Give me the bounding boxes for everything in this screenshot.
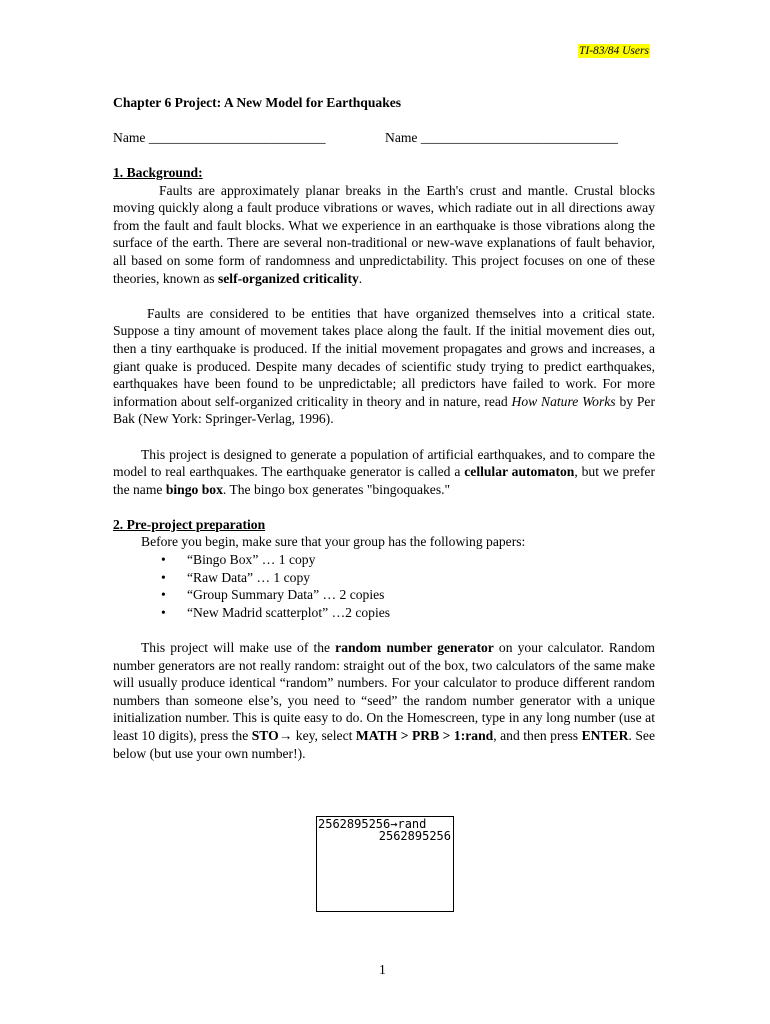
page-number: 1 <box>379 962 386 977</box>
book-title: How Nature Works <box>511 393 616 409</box>
list-item: • “Bingo Box” … 1 copy <box>161 551 655 569</box>
calculator-screen <box>316 816 454 912</box>
calculator-line-2: 2562895256 <box>378 829 451 843</box>
paragraph-random-generator <box>113 639 655 762</box>
text: This project is designed to generate a population of artificial earthquakes, and to compare the model to real earthquakes. The earthquake generator is called a <box>113 446 655 480</box>
list-item: • “New Madrid scatterplot” …2 copies <box>161 604 655 622</box>
name-fields <box>113 129 673 147</box>
ti-users-tag: TI-83/84 Users <box>579 45 649 57</box>
page-title: Chapter 6 Project: A New Model for Earthquakes <box>113 95 402 110</box>
text: . The bingo box generates "bingoquakes." <box>222 481 451 497</box>
text: . See below (but use your own number!). <box>113 728 655 761</box>
bold-term: cellular automaton <box>464 464 575 480</box>
bold-term: random number generator <box>335 640 494 656</box>
preparation-intro: Before you begin, make sure that your group has the following papers: <box>141 534 526 550</box>
calculator-line-1: 2562895256→rand <box>318 817 427 831</box>
text: , but we prefer the name <box>113 464 655 497</box>
text: Faults are considered to be entities that have organized themselves into a critical state. Suppose a tiny amount of movement takes place along the fault. If the initial movement dies out, then a tiny earthquake is produced. If the initial movement propagates and grows and increases, a giant quake is produced. Despite many decades of scientific study trying to predict earthquakes, earthquakes have been found to be unpredictable; all predictors have failed to work. For more information about self-organized criticality in theory and in nature, read <box>113 305 655 409</box>
name-field-1: Name __________________________ <box>113 130 326 145</box>
text: , and then press <box>493 728 582 743</box>
list-item: • “Raw Data” … 1 copy <box>161 569 655 587</box>
text: on your calculator. Random number generators are not really random: straight out of the box, two calculators of the same make will usually produce identical “random” numbers. For your calculator to produce different random numbers than someone else’s, you need to “seed” the random number generator with a unique initialization number. This is quite easy to do. On the Homescreen, type in any long number (use at least 10 digits), press the <box>113 640 655 743</box>
list-item: • “Group Summary Data” … 2 copies <box>161 586 655 604</box>
paragraph-project-design <box>113 446 655 499</box>
text: This project will make use of the <box>141 640 336 656</box>
bold-term: bingo box <box>165 481 223 497</box>
bold-term: self-organized criticality <box>217 270 359 286</box>
text: key, select <box>292 728 356 743</box>
text: Faults are approximately planar breaks in the Earth's crust and mantle. Crustal blocks moving quickly along a fault produce vibrations or waves, which radiate out in all directions away from the fault and fault blocks. What we experience in an earthquake is those vibrations along the surface of the earth. There are several non-traditional or new-wave explanations of fault behavior, all based on some form of randomness and unpredictability. This project focuses on one of these theories, known as <box>113 182 655 286</box>
bold-term: STO→ <box>251 728 293 743</box>
papers-list <box>113 551 655 621</box>
paragraph-critical-state <box>113 305 655 428</box>
text: by Per Bak (New York: Springer-Verlag, 1996). <box>113 393 655 427</box>
section-heading-background: 1. Background: <box>113 165 203 180</box>
bold-term: ENTER <box>581 728 629 743</box>
document-body <box>113 164 655 762</box>
text: . <box>358 270 363 286</box>
section-heading-preparation: 2. Pre-project preparation <box>113 516 266 532</box>
bold-term: MATH > PRB > 1:rand <box>355 728 494 743</box>
name-field-2: Name _____________________________ <box>385 130 618 145</box>
paragraph-faults-intro <box>113 182 655 288</box>
